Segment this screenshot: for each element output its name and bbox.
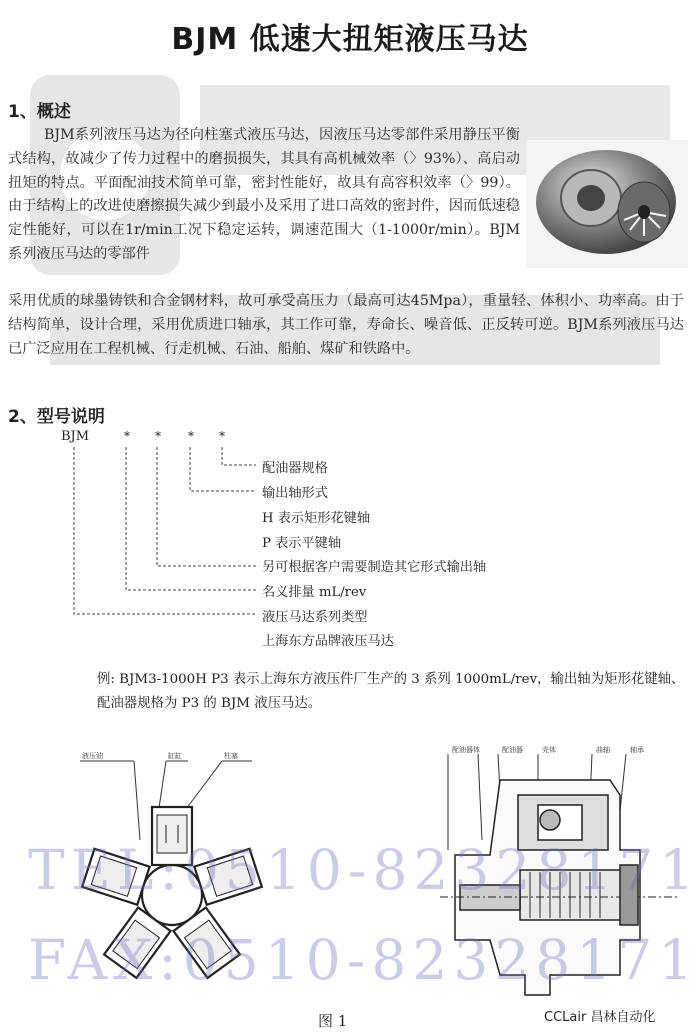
- model-placeholder-3: *: [188, 429, 194, 443]
- model-placeholder-1: *: [124, 429, 130, 443]
- overview-paragraph-bottom: 采用优质的球墨铸铁和合金钢材料，故可承受高压力（最高可达45Mpa），重量轻、体积小、功率高。由于结构简单，设计合理，采用优质进口轴承，其工作可靠，寿命长、噪音低、正反转可逆。BJM系列液压马达已广泛应用在工程机械、行走机械、石油、船舶、煤矿和铁路中。: [8, 293, 684, 357]
- desc-output-shaft: 输出轴形式: [262, 486, 328, 501]
- desc-custom-shaft: 另可根据客户需要制造其它形式输出轴: [262, 560, 487, 575]
- section-heading-model: 2、型号说明: [8, 407, 105, 427]
- label-hydraulic-oil: 液压油: [82, 752, 103, 760]
- model-example: 例: BJM3-1000H P3 表示上海东方液压件厂生产的 3 系列 1000mL/rev，输出轴为矩形花键轴、配油器规格为 P3 的 BJM 液压马达。: [97, 672, 685, 711]
- label-distributor-body: 配油器体: [452, 746, 480, 754]
- desc-series-type: 液压马达系列类型: [262, 610, 368, 625]
- figure-caption: 图 1: [318, 1012, 348, 1030]
- desc-h-spline-shaft: H 表示矩形花键轴: [262, 511, 371, 526]
- watermark-tel: TEL:0510-82328171: [28, 838, 700, 902]
- label-cylinder: 缸缸: [168, 752, 182, 760]
- watermark-fax: FAX:0510-82328171: [28, 928, 700, 992]
- overview-paragraph-top: BJM系列液压马达为径向柱塞式液压马达，因液压马达零部件采用静压平衡式结构，故减少了传力过程中的磨损损失，其具有高机械效率（〉93%）、高启动扭矩的特点。平面配油技术简单可靠，密封性能好，故具有高容积效率（〉99）。由于结构上的改进使磨擦损失减少到最小及采用了进口高效的密封件，因而低速稳定性能好，可以在1r/min工况下稳定运转，调速范围大（1-1000r/min）。BJM系列液压马达的零部件: [8, 127, 520, 262]
- desc-brand: 上海东方品牌液压马达: [262, 634, 394, 649]
- section-heading-overview: 1、概述: [8, 102, 71, 122]
- desc-displacement: 名义排量 mL/rev: [262, 585, 367, 600]
- desc-distributor-spec: 配油器规格: [262, 461, 328, 476]
- label-crankshaft: 曲轴: [596, 746, 610, 754]
- label-housing: 壳体: [542, 746, 556, 754]
- model-placeholder-4: *: [219, 429, 225, 443]
- label-piston: 柱塞: [224, 752, 238, 760]
- desc-p-key-shaft: P 表示平键轴: [262, 536, 342, 551]
- model-code: BJM: [61, 429, 90, 444]
- label-bearing: 轴承: [630, 746, 644, 754]
- page-title: BJM 低速大扭矩液压马达: [171, 22, 529, 57]
- label-distributor: 配油器: [502, 746, 523, 754]
- brand-footer: CCLair 昌林自动化: [544, 1010, 656, 1025]
- model-placeholder-2: *: [155, 429, 161, 443]
